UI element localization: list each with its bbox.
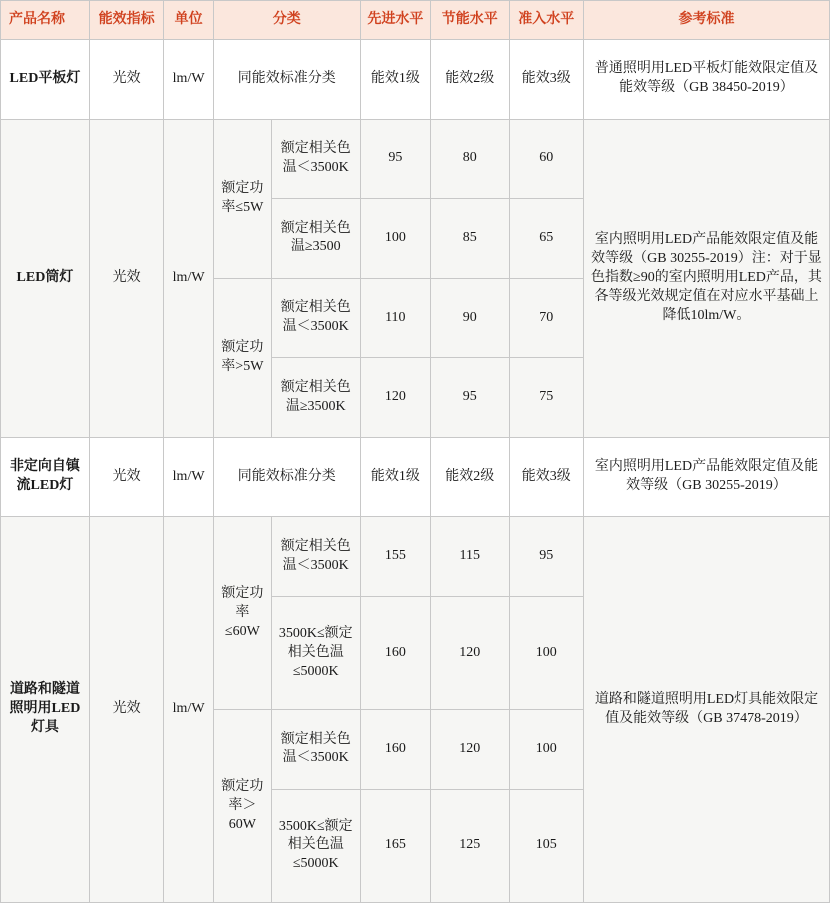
header-advanced-level: 先进水平 [360,1,430,40]
cell-reference: 普通照明用LED平板灯能效限定值及能效等级（GB 38450-2019） [583,40,829,120]
cell-saving: 120 [430,710,509,790]
cell-metric: 光效 [89,437,163,517]
cell-metric: 光效 [89,119,163,437]
cell-advanced: 160 [360,710,430,790]
header-category: 分类 [213,1,360,40]
cell-advanced: 155 [360,517,430,597]
table-row [1,437,830,517]
cell-power-range: 额定功率≤5W [213,119,271,278]
table-row [1,40,830,120]
cell-category: 额定相关色温＜3500K [271,517,360,597]
cell-access: 105 [509,789,583,902]
cell-access: 65 [509,199,583,279]
cell-product-name: LED筒灯 [1,119,90,437]
cell-saving: 125 [430,789,509,902]
cell-metric: 光效 [89,517,163,903]
cell-category: 同能效标准分类 [213,437,360,517]
cell-power-range: 额定功率＞60W [213,710,271,903]
header-saving-level: 节能水平 [430,1,509,40]
cell-unit: lm/W [164,437,214,517]
cell-category: 额定相关色温＜3500K [271,278,360,358]
cell-category: 3500K≤额定相关色温≤5000K [271,597,360,710]
cell-access: 75 [509,358,583,438]
cell-product-name: 非定向自镇流LED灯 [1,437,90,517]
cell-saving: 能效2级 [430,40,509,120]
cell-category: 同能效标准分类 [213,40,360,120]
table-body [1,40,830,903]
cell-reference: 室内照明用LED产品能效限定值及能效等级（GB 30255-2019）注：对于显色指数≥90的室内照明用LED产品，其各等级光效规定值在对应水平基础上降低10lm/W。 [583,119,829,437]
header-metric: 能效指标 [89,1,163,40]
table-row [1,517,830,597]
cell-advanced: 160 [360,597,430,710]
cell-unit: lm/W [164,40,214,120]
cell-access: 能效3级 [509,40,583,120]
cell-power-range: 额定功率≤60W [213,517,271,710]
cell-unit: lm/W [164,119,214,437]
cell-saving: 85 [430,199,509,279]
table-row [1,119,830,199]
header-unit: 单位 [164,1,214,40]
cell-advanced: 120 [360,358,430,438]
cell-advanced: 能效1级 [360,40,430,120]
cell-category: 额定相关色温≥3500 [271,199,360,279]
cell-access: 能效3级 [509,437,583,517]
header-product-name: 产品名称 [1,1,90,40]
cell-access: 100 [509,710,583,790]
cell-saving: 95 [430,358,509,438]
cell-product-name: LED平板灯 [1,40,90,120]
cell-category: 额定相关色温≥3500K [271,358,360,438]
cell-reference: 室内照明用LED产品能效限定值及能效等级（GB 30255-2019） [583,437,829,517]
cell-power-range: 额定功率>5W [213,278,271,437]
cell-advanced: 能效1级 [360,437,430,517]
cell-advanced: 95 [360,119,430,199]
cell-product-name: 道路和隧道照明用LED灯具 [1,517,90,903]
header-access-level: 准入水平 [509,1,583,40]
cell-access: 100 [509,597,583,710]
cell-category: 额定相关色温＜3500K [271,710,360,790]
cell-saving: 90 [430,278,509,358]
header-reference-standard: 参考标准 [583,1,829,40]
cell-category: 额定相关色温＜3500K [271,119,360,199]
cell-saving: 115 [430,517,509,597]
cell-access: 60 [509,119,583,199]
cell-saving: 80 [430,119,509,199]
cell-metric: 光效 [89,40,163,120]
cell-saving: 120 [430,597,509,710]
cell-advanced: 165 [360,789,430,902]
table-header [1,1,830,40]
cell-access: 95 [509,517,583,597]
cell-access: 70 [509,278,583,358]
header-row [1,1,830,40]
cell-category: 3500K≤额定相关色温≤5000K [271,789,360,902]
cell-saving: 能效2级 [430,437,509,517]
cell-reference: 道路和隧道照明用LED灯具能效限定值及能效等级（GB 37478-2019） [583,517,829,903]
cell-advanced: 110 [360,278,430,358]
cell-advanced: 100 [360,199,430,279]
cell-unit: lm/W [164,517,214,903]
